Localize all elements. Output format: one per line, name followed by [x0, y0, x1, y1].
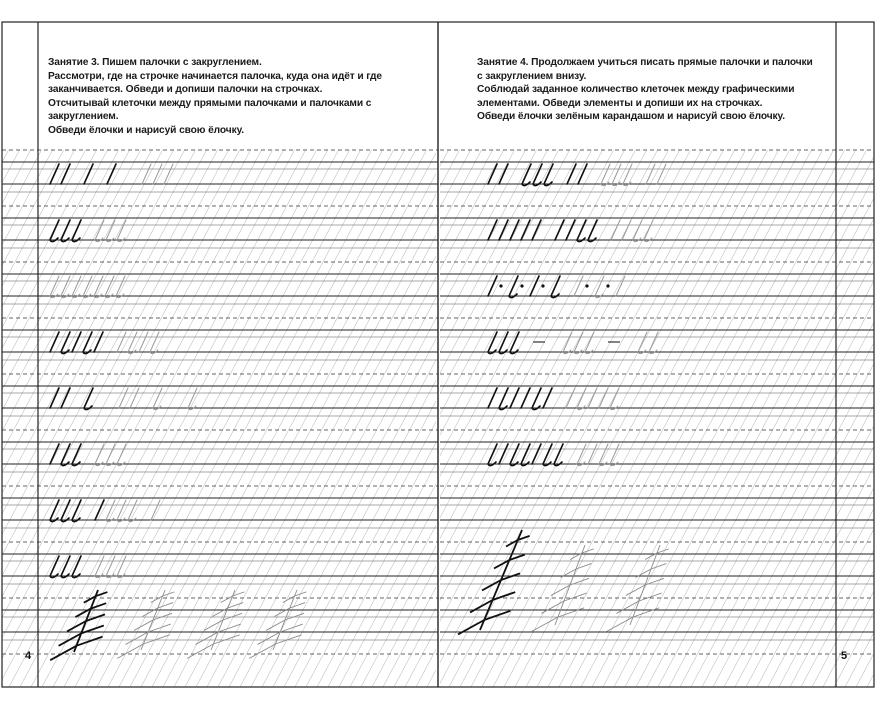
left-instruction-line: Обведи ёлочки и нарисуй свою ёлочку.	[48, 124, 245, 136]
left-lesson-title: Занятие 3. Пишем палочки с закруглением.	[48, 57, 262, 68]
left-instructions	[48, 56, 418, 138]
dot-mark	[520, 284, 523, 287]
dot-mark	[541, 284, 544, 287]
right-lesson-title: Занятие 4. Продолжаем учиться писать прямые палочки и палочки с закруглением внизу.	[477, 57, 813, 82]
page-number-left: 4	[25, 650, 32, 662]
left-instruction-line: Рассмотри, где на строчке начинается палочка, куда она идёт и где заканчивается. Обведи и допиши палочки на строчках.	[48, 70, 382, 96]
dot-mark	[585, 284, 588, 287]
left-instruction-line: Отсчитывай клеточки между прямыми палочками и палочками с закруглением.	[48, 97, 372, 123]
right-slant-grid	[440, 150, 874, 687]
page-number-right: 5	[841, 650, 848, 662]
right-instructions	[477, 56, 817, 124]
dot-mark	[606, 284, 609, 287]
right-instruction-line: Соблюдай заданное количество клеточек между графическими элементами. Обведи элементы и допиши их на строчках.	[477, 84, 795, 109]
right-instruction-line: Обведи ёлочки зелёным карандашом и нарисуй свою ёлочку.	[477, 111, 785, 123]
dot-mark	[499, 284, 502, 287]
left-slant-grid	[2, 150, 436, 687]
